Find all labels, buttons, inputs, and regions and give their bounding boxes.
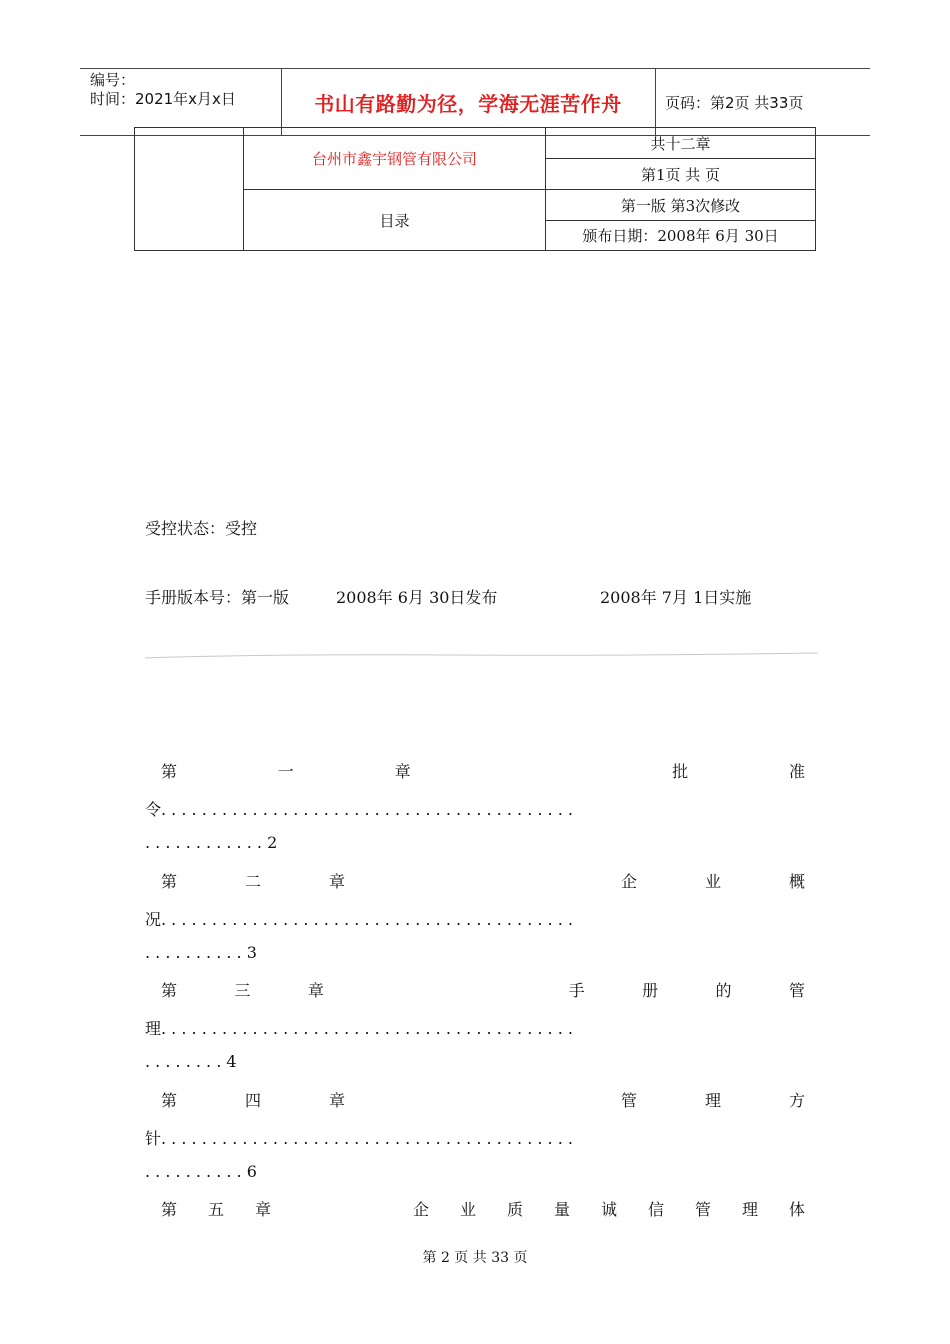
- effective-date: 2008年 7月 1日实施: [600, 588, 752, 607]
- toc-char: 理: [741, 1200, 758, 1219]
- control-status: 受控状态：受控: [145, 519, 258, 538]
- toc-char: 第: [161, 1091, 178, 1110]
- toc-char: 诚: [600, 1200, 617, 1219]
- toc-char: 业: [459, 1200, 476, 1219]
- toc-entry-1-page: . . . . . . . . . . . . 2: [145, 833, 278, 852]
- toc-char: 章: [307, 981, 324, 1000]
- toc-char: 理: [704, 1091, 721, 1110]
- toc-char: 业: [704, 872, 721, 891]
- toc-char: 二: [245, 872, 262, 891]
- toc-char: 章: [394, 762, 411, 781]
- toc-entry-2-heading[interactable]: [161, 869, 805, 892]
- edition: 第一版 第3次修改: [546, 190, 816, 221]
- toc-entry-4-page: . . . . . . . . . . 6: [145, 1162, 257, 1181]
- toc-char: 册: [642, 981, 659, 1000]
- toc-char: 信: [647, 1200, 664, 1219]
- toc-entry-3-heading[interactable]: [161, 978, 805, 1001]
- toc-entry-5-heading[interactable]: [161, 1197, 805, 1220]
- toc-char: 五: [208, 1200, 225, 1219]
- toc-entry-4-heading[interactable]: [161, 1088, 805, 1111]
- toc-entry-4-leader: 针. . . . . . . . . . . . . . . . . . . . . . . . . . . . . . . . . . . . . . . . .: [145, 1129, 573, 1148]
- toc-char: 管: [694, 1200, 711, 1219]
- logo-cell: [135, 128, 244, 251]
- toc-entry-2-leader: 况. . . . . . . . . . . . . . . . . . . . . . . . . . . . . . . . . . . . . . . . .: [145, 910, 573, 929]
- toc-char: 概: [788, 872, 805, 891]
- toc-char: 第: [161, 762, 178, 781]
- toc-char: 管: [620, 1091, 637, 1110]
- toc-char: 企: [412, 1200, 429, 1219]
- toc-entry-1-heading[interactable]: [161, 759, 805, 782]
- page-footer: 第 2 页 共 33 页: [422, 1250, 528, 1266]
- release-date: 颁布日期：2008年 6月 30日: [546, 221, 816, 251]
- top-banner: [80, 68, 870, 136]
- toc-char: 四: [245, 1091, 262, 1110]
- toc-char: 体: [788, 1200, 805, 1219]
- section-divider: [145, 651, 818, 661]
- toc-char: 准: [788, 762, 805, 781]
- toc-char: 章: [329, 872, 346, 891]
- toc-char: 三: [234, 981, 251, 1000]
- document-header-table: [134, 127, 816, 251]
- toc-char: 第: [161, 872, 178, 891]
- toc-entry-3-leader: 理. . . . . . . . . . . . . . . . . . . . . . . . . . . . . . . . . . . . . . . . .: [145, 1019, 573, 1038]
- toc-char: 量: [553, 1200, 570, 1219]
- toc-entry-3-page: . . . . . . . . 4: [145, 1052, 237, 1071]
- publish-date: 2008年 6月 30日发布: [336, 588, 498, 607]
- toc-char: 企: [620, 872, 637, 891]
- toc-char: 的: [715, 981, 732, 1000]
- toc-char: 章: [255, 1200, 272, 1219]
- toc-char: 质: [506, 1200, 523, 1219]
- banner-motto: 书山有路勤为径，学海无涯苦作舟: [314, 91, 622, 116]
- toc-char: 手: [568, 981, 585, 1000]
- company-name: 台州市鑫宇钢管有限公司: [244, 128, 546, 190]
- table-of-contents-title: 目录: [244, 190, 546, 251]
- toc-char: 章: [329, 1091, 346, 1110]
- chapter-count: 共十二章: [546, 128, 816, 159]
- date-label: 时间：2021年x月x日: [90, 90, 236, 108]
- toc-char: 第: [161, 1200, 178, 1219]
- toc-char: 一: [277, 762, 294, 781]
- manual-version: 手册版本号：第一版: [145, 588, 290, 607]
- toc-char: 方: [788, 1091, 805, 1110]
- toc-char: 批: [672, 762, 689, 781]
- banner-page-number: 页码：第2页 共33页: [665, 93, 804, 112]
- serial-label: 编号：: [90, 71, 136, 89]
- toc-entry-1-leader: 令. . . . . . . . . . . . . . . . . . . . . . . . . . . . . . . . . . . . . . . . .: [145, 800, 573, 819]
- toc-entry-2-page: . . . . . . . . . . 3: [145, 943, 257, 962]
- toc-char: 管: [788, 981, 805, 1000]
- page-count: 第1页 共 页: [546, 159, 816, 190]
- toc-char: 第: [161, 981, 178, 1000]
- banner-meta: [90, 71, 236, 109]
